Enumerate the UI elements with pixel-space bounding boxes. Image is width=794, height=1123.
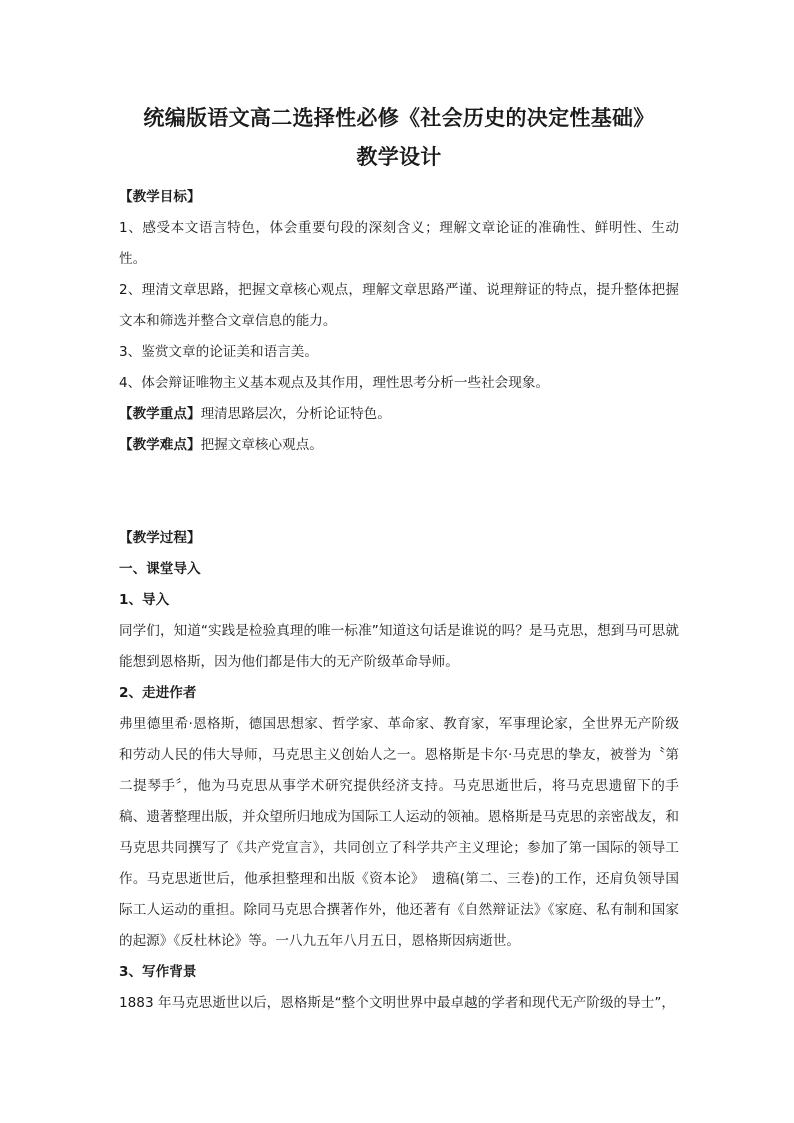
document-subtitle: 教学设计 [356,144,442,169]
goal-item-2: 2、理清文章思路，把握文章核心观点，理解文章思路严谨、说理辩证的特点，提升整体把握文本和筛选并整合文章信息的能力。 [119,282,679,329]
section-1-heading: 一、课堂导入 [119,561,201,577]
goal-item-3: 3、鉴赏文章的论证美和语言美。 [119,344,318,360]
subsection-author-text: 弗里德里希·恩格斯，德国思想家、哲学家、革命家、教育家，军事理论家，全世界无产阶级和劳动人民的伟大导师，马克思主义创始人之一。恩格斯是卡尔·马克思的挚友，被誉为〝第二提琴手〞，他为马克思从事学术研究提供经济支持。马克思逝世后，将马克思遗留下的手稿、遗著整理出版，并众望所归地成为国际工人运动的领袖。恩格斯是马克思的亲密战友，和马克思共同撰写了《共产党宣言》，共同创立了科学共产主义理论；参加了第一国际的领导工作。马克思逝世后，他承担整理和出版《资本论》 遗稿(第二、三卷)的工作，还肩负领导国际工人运动的重担。除同马克思合撰著作外，他还著有《自然辩证法》《家庭、私有制和国家的起源》《反杜林论》等。一八九五年八月五日，恩格斯因病逝世。 [119,716,679,949]
goals-heading: 【教学目标】 [119,189,201,205]
subsection-background-heading: 3、写作背景 [119,964,197,980]
document-page [119,100,679,1019]
goal-item-4: 4、体会辩证唯物主义基本观点及其作用，理性思考分析一些社会现象。 [119,375,550,391]
subsection-author-heading: 2、走进作者 [119,685,197,701]
difficulty-label: 【教学难点】 [119,437,201,453]
goal-item-1: 1、感受本文语言特色，体会重要句段的深刻含义；理解文章论证的准确性、鲜明性、生动性。 [119,220,679,267]
key-point-line [119,399,679,430]
key-point-label: 【教学重点】 [119,406,201,422]
difficulty-text: 把握文章核心观点。 [200,437,323,453]
subsection-background-text: 1883 年马克思逝世以后，恩格斯是“整个文明世界中最卓越的学者和现代无产阶级的导士”， [119,995,675,1011]
difficulty-line [119,430,679,461]
document-title: 统编版语文高二选择性必修《社会历史的决定性基础》 [143,105,655,130]
subsection-intro-heading: 1、导入 [119,592,170,608]
subsection-intro-text: 同学们，知道“实践是检验真理的唯一标准”知道这句话是谁说的吗？是马克思，想到马可思就能想到恩格斯，因为他们都是伟大的无产阶级革命导师。 [119,623,679,670]
process-heading: 【教学过程】 [119,530,201,546]
key-point-text: 理清思路层次，分析论证特色。 [200,406,391,422]
section-spacer [119,461,679,523]
